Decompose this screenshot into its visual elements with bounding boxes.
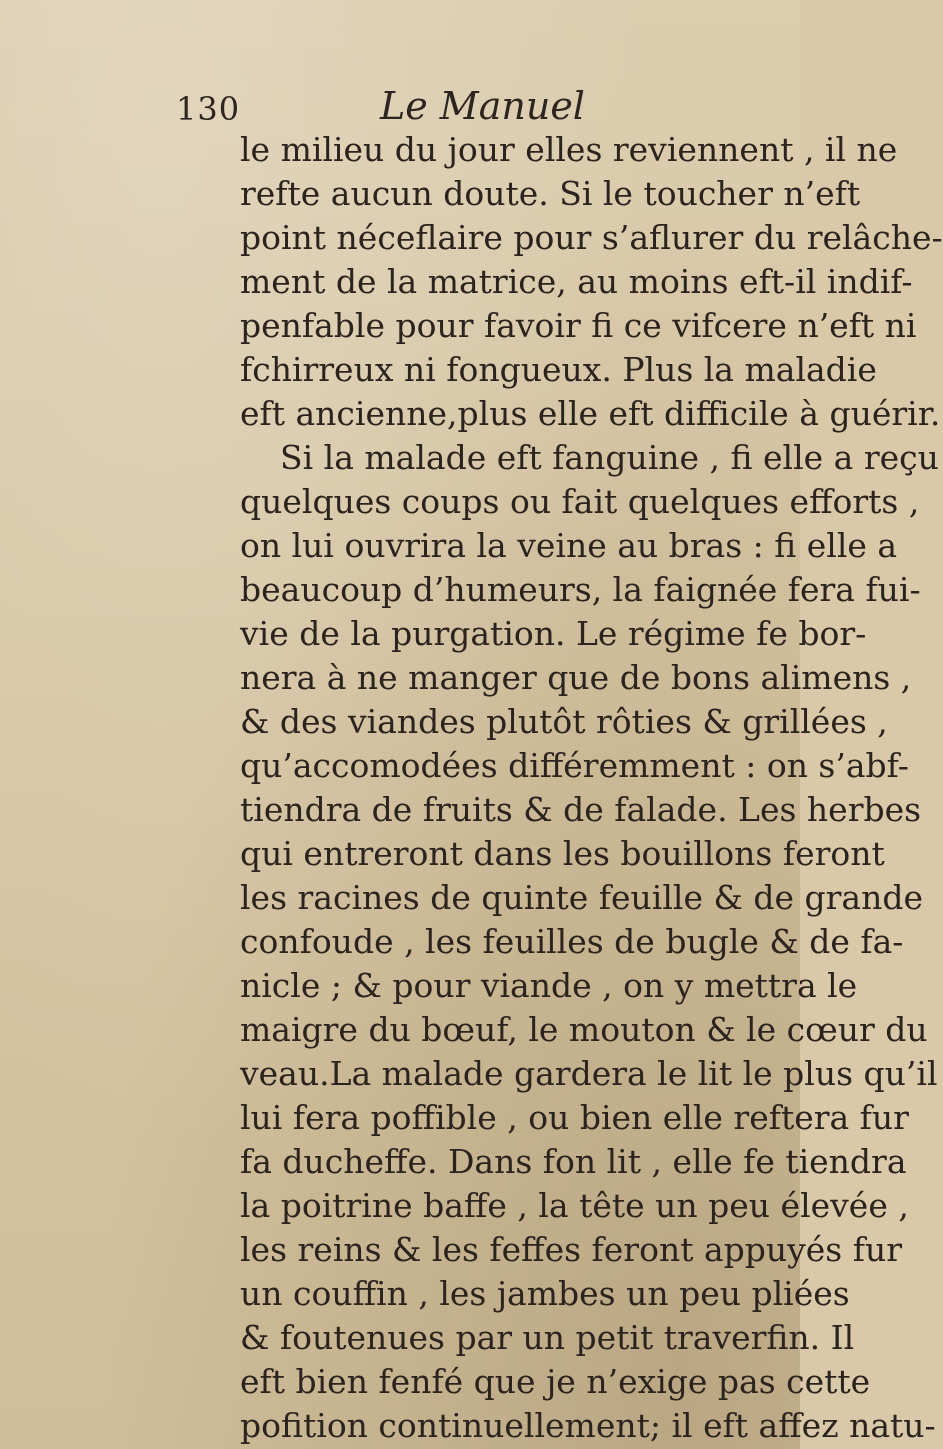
text-line: quelques coups ou fait quelques efforts , [240,482,920,521]
text-line: tiendra de fruits & de falade. Les herbes [240,790,922,829]
text-line: lui fera poffible , ou bien elle reftera fur [240,1098,909,1137]
text-line: & des viandes plutôt rôties & grillées , [240,702,888,741]
text-line: la poitrine baffe , la tête un peu élevée , [240,1186,909,1225]
text-line: confoude , les feuilles de bugle & de fa- [240,922,904,961]
text-line: le milieu du jour elles reviennent , il ne [240,130,898,169]
text-line: qu’accomodées différemment : on s’abf- [240,746,909,785]
running-head: Le Manuel [380,84,585,128]
text-line: un couffin , les jambes un peu pliées [240,1274,850,1313]
text-line: maigre du bœuf, le mouton & le cœur du [240,1010,928,1049]
text-line: les reins & les feffes feront appuyés fur [240,1230,902,1269]
text-line: ment de la matrice, au moins eft-il indif- [240,262,913,301]
text-line: & foutenues par un petit traverfin. Il [240,1318,855,1357]
text-line: les racines de quinte feuille & de grande [240,878,923,917]
text-line: pofition continuellement; il eft affez natu- [240,1406,936,1445]
text-line: eft bien fenfé que je n’exige pas cette [240,1362,871,1401]
page-number: 130 [176,90,241,128]
text-line: vie de la purgation. Le régime fe bor- [240,614,867,653]
text-line: refte aucun doute. Si le toucher n’eft [240,174,861,213]
text-line: fa ducheffe. Dans fon lit , elle fe tiendra [240,1142,907,1181]
text-line: Si la malade eft fanguine , fi elle a reçu [280,438,939,477]
text-line: fchirreux ni fongueux. Plus la maladie [240,350,877,389]
text-line: veau.La malade gardera le lit le plus qu’il [240,1054,938,1093]
text-line: nicle ; & pour viande , on y mettra le [240,966,858,1005]
text-line: penfable pour favoir fi ce vifcere n’eft ni [240,306,917,345]
text-line: beaucoup d’humeurs, la faignée fera fui- [240,570,921,609]
text-line: eft ancienne,plus elle eft difficile à guérir. [240,394,941,433]
page-header [0,0,800,128]
text-line: qui entreront dans les bouillons feront [240,834,885,873]
body-text [240,128,943,1448]
text-line: point néceflaire pour s’aflurer du relâche- [240,218,943,257]
text-line: on lui ouvrira la veine au bras : fi elle a [240,526,898,565]
text-line: nera à ne manger que de bons alimens , [240,658,912,697]
